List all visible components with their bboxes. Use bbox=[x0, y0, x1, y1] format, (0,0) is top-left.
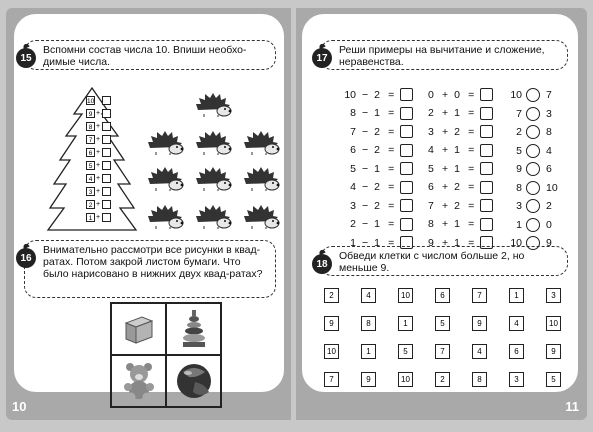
equals-sign: = bbox=[388, 236, 395, 249]
operator: − bbox=[362, 218, 369, 230]
answer-box[interactable] bbox=[480, 144, 493, 157]
answer-box[interactable] bbox=[400, 144, 413, 157]
tree-answer-box[interactable] bbox=[102, 96, 111, 105]
comparison-circle[interactable] bbox=[526, 236, 540, 250]
subtraction-row bbox=[338, 199, 413, 212]
tree-answer-box[interactable] bbox=[102, 109, 111, 118]
task18-badge bbox=[312, 254, 332, 274]
comparison-row bbox=[508, 107, 552, 121]
operand: 1 bbox=[454, 107, 460, 119]
subtraction-row bbox=[338, 181, 413, 194]
operand: 3 bbox=[428, 125, 434, 138]
task16-number: 16 bbox=[20, 252, 32, 264]
task16-text: Внимательно рассмотри все рисунки в квад-ратах. Потом закрой листом бумаги. Что было нарисовано в нижних двух квад-ратах? bbox=[43, 244, 263, 280]
tree-number: 2 bbox=[86, 200, 95, 209]
equals-sign: = bbox=[388, 218, 395, 230]
subtraction-row bbox=[338, 125, 413, 138]
operand: 10 bbox=[344, 88, 356, 101]
answer-box[interactable] bbox=[400, 218, 413, 231]
operand: 0 bbox=[428, 88, 434, 101]
operand: 4 bbox=[350, 181, 356, 193]
operand: 1 bbox=[454, 218, 460, 230]
comparison-row bbox=[508, 236, 552, 250]
operand: 2 bbox=[428, 107, 434, 119]
compare-left: 8 bbox=[516, 181, 522, 194]
equals-sign: = bbox=[468, 181, 475, 193]
number-cell[interactable]: 9 bbox=[472, 316, 487, 331]
comparison-row bbox=[508, 88, 552, 102]
right-page bbox=[296, 8, 587, 420]
teddy-bear-picture bbox=[111, 355, 166, 407]
answer-box[interactable] bbox=[400, 199, 413, 212]
number-cell[interactable]: 1 bbox=[361, 344, 376, 359]
operand: 1 bbox=[374, 107, 380, 119]
operand: 2 bbox=[374, 125, 380, 138]
task18-text: Обведи клетки с числом больше 2, но меньше 9. bbox=[339, 250, 525, 274]
equals-sign: = bbox=[468, 236, 475, 249]
operand: 9 bbox=[428, 236, 434, 249]
compare-right: 10 bbox=[546, 181, 558, 194]
comparison-circle[interactable] bbox=[526, 125, 540, 139]
tree-answer-box[interactable] bbox=[102, 122, 111, 131]
number-cell[interactable]: 2 bbox=[435, 372, 450, 387]
operator: + bbox=[442, 125, 449, 138]
tree-number: 9 bbox=[86, 109, 95, 118]
ball-icon bbox=[175, 362, 213, 400]
operator: + bbox=[442, 199, 449, 212]
operand: 1 bbox=[454, 236, 460, 249]
number-cell[interactable]: 5 bbox=[398, 344, 413, 359]
operand: 1 bbox=[454, 162, 460, 175]
answer-box[interactable] bbox=[400, 236, 413, 249]
equals-sign: = bbox=[468, 88, 475, 101]
operand: 6 bbox=[428, 181, 434, 193]
equals-sign: = bbox=[468, 144, 475, 156]
tree-plus-sign: + bbox=[96, 201, 101, 208]
answer-box[interactable] bbox=[400, 107, 413, 120]
tree-number: 4 bbox=[86, 174, 95, 183]
operator: − bbox=[362, 88, 369, 101]
tree-plus-sign: + bbox=[96, 214, 101, 221]
number-cell[interactable]: 5 bbox=[435, 316, 450, 331]
tree-plus-sign: + bbox=[96, 162, 101, 169]
operator: + bbox=[442, 162, 449, 175]
left-sheet bbox=[14, 14, 284, 392]
tree-answer-box[interactable] bbox=[102, 161, 111, 170]
number-cell[interactable]: 9 bbox=[546, 344, 561, 359]
task17-number: 17 bbox=[316, 52, 328, 64]
number-cell[interactable]: 1 bbox=[509, 288, 524, 303]
comparison-row bbox=[508, 125, 552, 139]
cube-icon bbox=[122, 313, 156, 345]
pyramid-toy-icon bbox=[181, 308, 207, 350]
answer-box[interactable] bbox=[480, 162, 493, 175]
hedgehog-icon bbox=[146, 166, 184, 192]
addition-row bbox=[428, 144, 493, 157]
operator: + bbox=[442, 107, 449, 119]
tree-answer-box[interactable] bbox=[102, 174, 111, 183]
compare-left: 3 bbox=[516, 200, 522, 212]
teddy-bear-icon bbox=[121, 361, 157, 401]
subtraction-row bbox=[338, 144, 413, 157]
operand: 4 bbox=[428, 144, 434, 156]
comparison-row bbox=[508, 181, 558, 195]
task15-badge bbox=[16, 48, 36, 68]
answer-box[interactable] bbox=[480, 218, 493, 231]
operator: − bbox=[362, 125, 369, 138]
operator: + bbox=[442, 236, 449, 249]
number-cell[interactable]: 4 bbox=[472, 344, 487, 359]
equals-sign: = bbox=[388, 107, 395, 119]
operand: 2 bbox=[454, 181, 460, 193]
operator: − bbox=[362, 236, 369, 249]
number-cell[interactable]: 10 bbox=[398, 372, 413, 387]
equals-sign: = bbox=[468, 162, 475, 175]
tree-plus-sign: + bbox=[96, 149, 101, 156]
operand: 2 bbox=[374, 88, 380, 101]
compare-right: 6 bbox=[546, 163, 552, 175]
operator: − bbox=[362, 162, 369, 175]
number-cell[interactable]: 9 bbox=[324, 316, 339, 331]
number-cell[interactable]: 7 bbox=[324, 372, 339, 387]
tree-plus-sign: + bbox=[96, 123, 101, 130]
tree-number: 7 bbox=[86, 135, 95, 144]
tree-number: 8 bbox=[86, 122, 95, 131]
addition-row bbox=[428, 199, 493, 212]
number-cell[interactable]: 5 bbox=[546, 372, 561, 387]
comparison-circle[interactable] bbox=[526, 199, 540, 213]
answer-box[interactable] bbox=[400, 181, 413, 194]
comparison-circle[interactable] bbox=[526, 181, 540, 195]
number-cell[interactable]: 7 bbox=[472, 288, 487, 303]
answer-box[interactable] bbox=[480, 88, 493, 101]
hedgehog-icon bbox=[194, 130, 232, 156]
compare-left: 9 bbox=[516, 163, 522, 175]
subtraction-row bbox=[338, 236, 413, 249]
tree-number: 1 bbox=[86, 213, 95, 222]
operator: − bbox=[362, 107, 369, 119]
tree-plus-sign: + bbox=[96, 175, 101, 182]
number-cell[interactable]: 10 bbox=[324, 344, 339, 359]
answer-box[interactable] bbox=[480, 236, 493, 249]
operator: + bbox=[442, 218, 449, 230]
task16-box bbox=[24, 240, 276, 298]
tree-answer-box[interactable] bbox=[102, 148, 111, 157]
equals-sign: = bbox=[388, 181, 395, 193]
task15-box bbox=[24, 40, 276, 70]
number-cell[interactable]: 3 bbox=[546, 288, 561, 303]
operand: 1 bbox=[374, 236, 380, 249]
answer-box[interactable] bbox=[400, 125, 413, 138]
operator: + bbox=[442, 88, 449, 101]
right-page-number: 11 bbox=[565, 399, 579, 414]
answer-box[interactable] bbox=[480, 107, 493, 120]
operator: − bbox=[362, 181, 369, 193]
equals-sign: = bbox=[468, 107, 475, 119]
number-cell[interactable]: 6 bbox=[435, 288, 450, 303]
operator: − bbox=[362, 144, 369, 156]
tree-plus-sign: + bbox=[96, 110, 101, 117]
number-cell[interactable]: 6 bbox=[509, 344, 524, 359]
compare-right: 2 bbox=[546, 200, 552, 212]
task15-number: 15 bbox=[20, 52, 32, 64]
equals-sign: = bbox=[468, 218, 475, 230]
hedgehog-icon bbox=[194, 204, 232, 230]
operand: 5 bbox=[350, 162, 356, 175]
comparison-circle[interactable] bbox=[526, 88, 540, 102]
number-cell[interactable]: 10 bbox=[546, 316, 561, 331]
left-page bbox=[6, 8, 291, 420]
operand: 7 bbox=[428, 199, 434, 212]
number-cell[interactable]: 8 bbox=[472, 372, 487, 387]
operand: 1 bbox=[350, 236, 356, 249]
fir-tree-illustration bbox=[44, 84, 140, 234]
hedgehog-icon bbox=[146, 204, 184, 230]
answer-box[interactable] bbox=[480, 181, 493, 194]
operand: 2 bbox=[350, 218, 356, 230]
operator: + bbox=[442, 181, 449, 193]
operand: 5 bbox=[428, 162, 434, 175]
tree-number: 6 bbox=[86, 148, 95, 157]
operand: 8 bbox=[428, 218, 434, 230]
hedgehog-icon bbox=[242, 204, 280, 230]
equals-sign: = bbox=[388, 199, 395, 212]
operand: 1 bbox=[374, 162, 380, 175]
pyramid-toy-picture bbox=[166, 303, 221, 355]
number-cell[interactable]: 8 bbox=[361, 316, 376, 331]
number-cell[interactable]: 10 bbox=[398, 288, 413, 303]
task18-box bbox=[320, 246, 568, 276]
equals-sign: = bbox=[468, 199, 475, 212]
comparison-row bbox=[508, 199, 552, 213]
operand: 7 bbox=[350, 125, 356, 138]
compare-left: 10 bbox=[510, 89, 522, 101]
equals-sign: = bbox=[468, 125, 475, 138]
addition-row bbox=[428, 218, 493, 231]
left-page-number: 10 bbox=[12, 399, 27, 414]
operand: 0 bbox=[454, 88, 460, 101]
tree-answer-box[interactable] bbox=[102, 200, 111, 209]
compare-right: 4 bbox=[546, 144, 552, 157]
operand: 1 bbox=[454, 144, 460, 156]
number-cell[interactable]: 9 bbox=[361, 372, 376, 387]
equals-sign: = bbox=[388, 144, 395, 156]
cube-picture bbox=[111, 303, 166, 355]
answer-box[interactable] bbox=[400, 88, 413, 101]
tree-answer-box[interactable] bbox=[102, 213, 111, 222]
addition-row bbox=[428, 107, 493, 120]
operand: 2 bbox=[374, 181, 380, 193]
operand: 8 bbox=[350, 107, 356, 119]
addition-row bbox=[428, 162, 493, 175]
number-cell[interactable]: 1 bbox=[398, 316, 413, 331]
answer-box[interactable] bbox=[480, 199, 493, 212]
operand: 3 bbox=[350, 199, 356, 212]
hedgehog-icon bbox=[194, 92, 232, 118]
operand: 2 bbox=[454, 199, 460, 212]
task16-badge bbox=[16, 248, 36, 268]
task15-text: Вспомни состав числа 10. Впиши необхо-димые числа. bbox=[43, 44, 247, 68]
compare-left: 10 bbox=[510, 237, 522, 249]
comparison-row bbox=[508, 144, 552, 158]
compare-right: 8 bbox=[546, 126, 552, 138]
compare-left: 1 bbox=[516, 218, 522, 231]
hedgehog-icon bbox=[146, 130, 184, 156]
task18-number: 18 bbox=[316, 258, 328, 270]
tree-plus-sign: + bbox=[96, 136, 101, 143]
compare-right: 7 bbox=[546, 89, 552, 101]
operator: + bbox=[442, 144, 449, 156]
number-cell[interactable]: 4 bbox=[361, 288, 376, 303]
subtraction-row bbox=[338, 218, 413, 231]
operator: − bbox=[362, 199, 369, 212]
subtraction-row bbox=[338, 107, 413, 120]
operand: 1 bbox=[374, 218, 380, 230]
answer-box[interactable] bbox=[400, 162, 413, 175]
compare-right: 3 bbox=[546, 107, 552, 120]
operand: 2 bbox=[374, 144, 380, 156]
picture-grid bbox=[110, 302, 222, 408]
addition-row bbox=[428, 88, 493, 101]
subtraction-row bbox=[338, 162, 413, 175]
hedgehog-icon bbox=[242, 130, 280, 156]
number-cell[interactable]: 3 bbox=[509, 372, 524, 387]
compare-right: 0 bbox=[546, 218, 552, 231]
task17-box bbox=[320, 40, 568, 70]
operand: 2 bbox=[454, 125, 460, 138]
compare-right: 9 bbox=[546, 237, 552, 249]
comparison-row bbox=[508, 162, 552, 176]
operand: 2 bbox=[374, 199, 380, 212]
tree-number: 10 bbox=[87, 98, 95, 105]
number-cell[interactable]: 2 bbox=[324, 288, 339, 303]
task17-badge bbox=[312, 48, 332, 68]
compare-left: 5 bbox=[516, 144, 522, 157]
number-cell[interactable]: 7 bbox=[435, 344, 450, 359]
right-sheet bbox=[302, 14, 578, 392]
tree-plus-sign: + bbox=[96, 188, 101, 195]
addition-row bbox=[428, 181, 493, 194]
addition-row bbox=[428, 236, 493, 249]
comparison-circle[interactable] bbox=[526, 107, 540, 121]
tree-number: 5 bbox=[86, 161, 95, 170]
tree-answer-box[interactable] bbox=[102, 187, 111, 196]
answer-box[interactable] bbox=[480, 125, 493, 138]
compare-left: 7 bbox=[516, 107, 522, 120]
comparison-row bbox=[508, 218, 552, 232]
hedgehog-icon bbox=[242, 166, 280, 192]
compare-left: 2 bbox=[516, 126, 522, 138]
tree-number: 3 bbox=[86, 187, 95, 196]
equals-sign: = bbox=[388, 125, 395, 138]
number-cell[interactable]: 4 bbox=[509, 316, 524, 331]
addition-row bbox=[428, 125, 493, 138]
comparison-circle[interactable] bbox=[526, 218, 540, 232]
subtraction-row bbox=[338, 88, 413, 101]
comparison-circle[interactable] bbox=[526, 144, 540, 158]
hedgehog-icon bbox=[194, 166, 232, 192]
operand: 6 bbox=[350, 144, 356, 156]
task17-text: Реши примеры на вычитание и сложение, неравенства. bbox=[339, 44, 545, 68]
equals-sign: = bbox=[388, 162, 395, 175]
ball-picture bbox=[166, 355, 221, 407]
comparison-circle[interactable] bbox=[526, 162, 540, 176]
equals-sign: = bbox=[388, 88, 395, 101]
tree-answer-box[interactable] bbox=[102, 135, 111, 144]
